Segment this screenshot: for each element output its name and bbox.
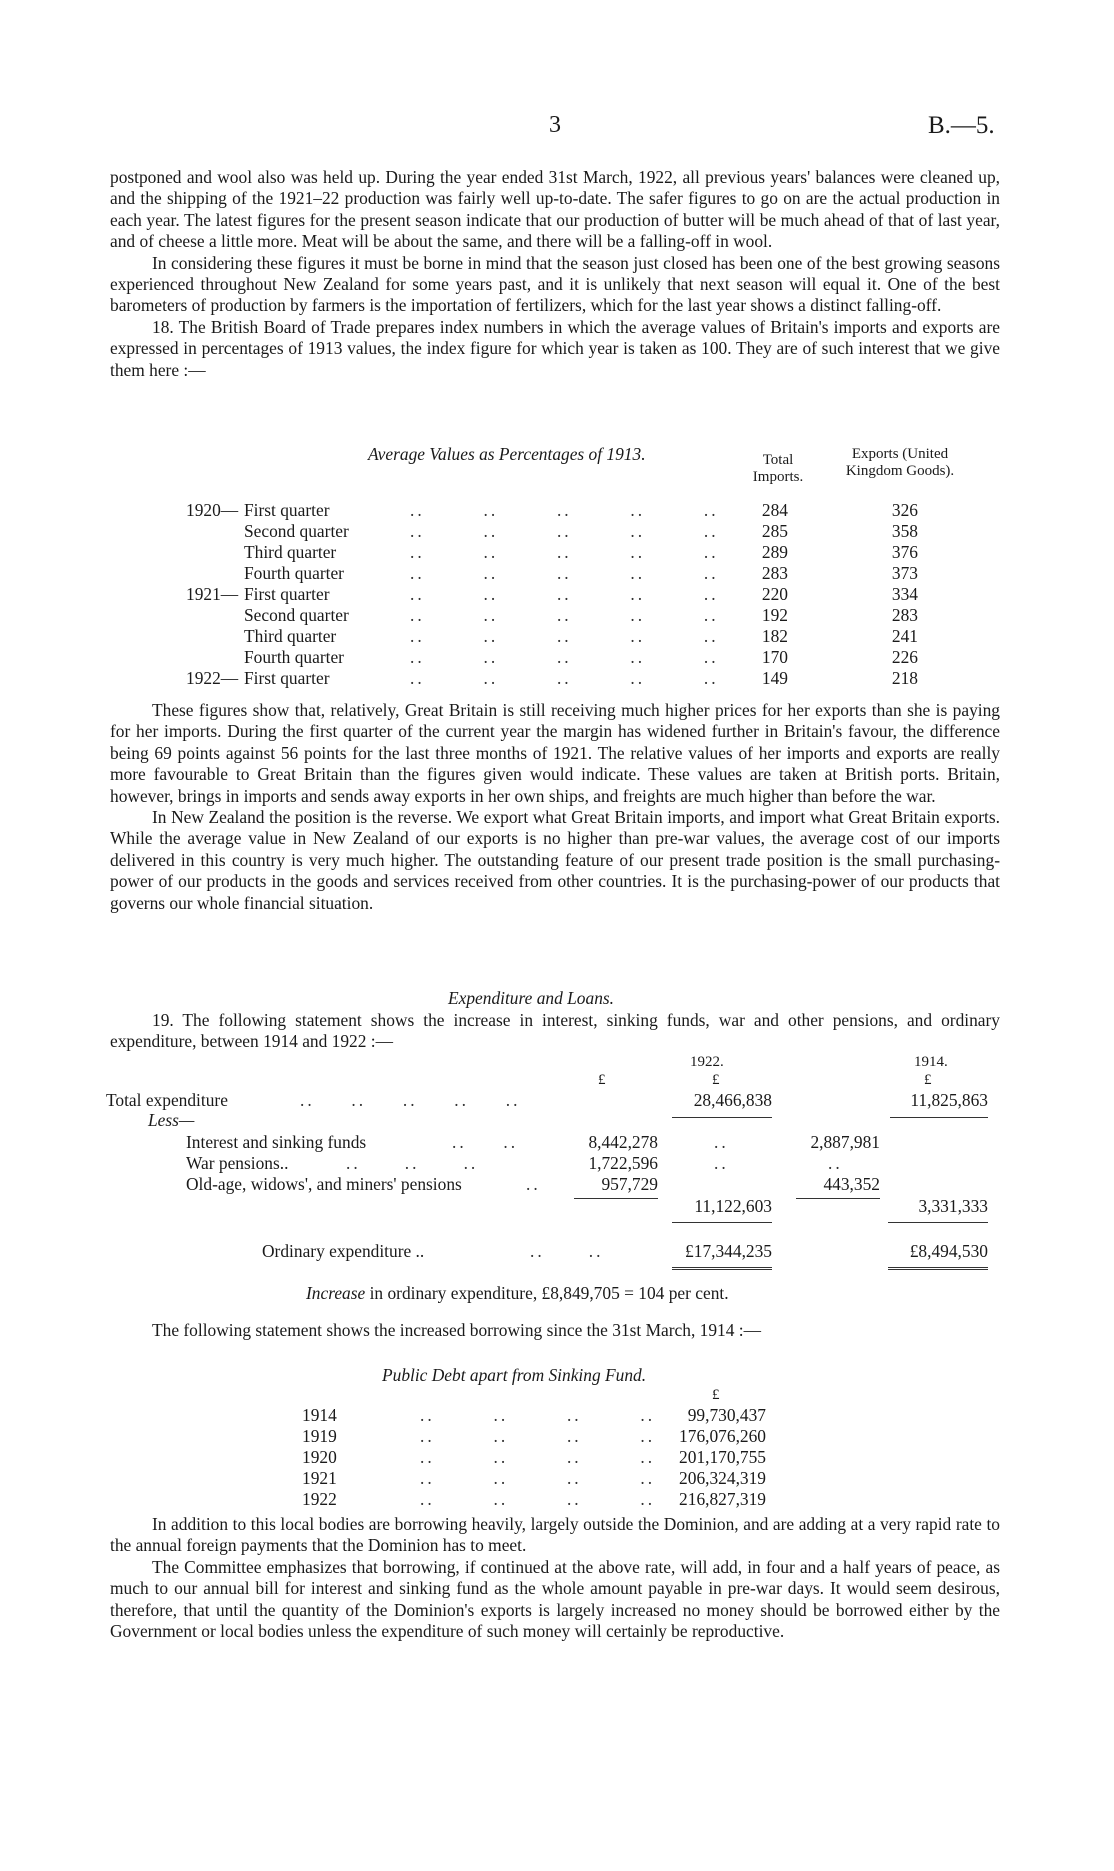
- pound-sign: £: [598, 1072, 606, 1088]
- section-heading: Expenditure and Loans.: [448, 988, 615, 1008]
- debt-row-year: 1919: [302, 1426, 337, 1446]
- index-row-quarter: Fourth quarter: [244, 647, 344, 667]
- leader-dots: .. .. .. .. ..: [410, 584, 719, 604]
- double-rule: [888, 1267, 988, 1270]
- leader-dots: .. .. .. .. ..: [300, 1090, 521, 1110]
- double-rule: [672, 1267, 772, 1270]
- debt-row-value: 176,076,260: [679, 1426, 766, 1446]
- index-table-title: Average Values as Percentages of 1913.: [368, 444, 646, 464]
- index-row-quarter: Third quarter: [244, 542, 337, 562]
- rule: [890, 1117, 988, 1118]
- pound-sign: £: [924, 1072, 932, 1088]
- leader-dots: .. .. .. .. ..: [410, 542, 719, 562]
- index-row-exports: 334: [891, 584, 918, 604]
- text-block-top: [110, 167, 1000, 381]
- index-row-exports: 226: [891, 647, 918, 667]
- leader-dots: .. ..: [530, 1241, 604, 1261]
- leader-dots: .. .. ..: [346, 1153, 479, 1173]
- leader-dots: .. .. .. .. ..: [410, 500, 719, 520]
- leader-dots: .. .. .. .. ..: [410, 647, 719, 667]
- leader-dots: .. .. .. ..: [420, 1489, 656, 1509]
- interest-1914: 2,887,981: [810, 1132, 880, 1152]
- less-total-1914: 3,331,333: [918, 1196, 988, 1216]
- leader-dots: ..: [714, 1132, 729, 1152]
- paragraph-considering: In considering these figures it must be borne in mind that the season just closed has been one of the best growing seasons experienced throughout New Zealand for some years past, and it is unlikely that next season will equal it. One of the best barometers of production by farmers is the importation of fertilizers, which for the last year shows a distinct falling-off.: [110, 252, 1000, 316]
- increase-line: [306, 1283, 729, 1304]
- column-header-imports: Total Imports.: [752, 452, 804, 485]
- pound-sign: £: [712, 1387, 720, 1403]
- index-row-exports: 376: [891, 542, 918, 562]
- leader-dots: .. .. .. ..: [420, 1447, 656, 1467]
- paragraph-borrowing: The following statement shows the increased borrowing since the 31st March, 1914 :—: [152, 1320, 762, 1340]
- debt-row-value: 216,827,319: [679, 1489, 766, 1509]
- index-row-year: 1921—: [186, 584, 239, 604]
- ordinary-1922: £17,344,235: [685, 1241, 772, 1261]
- index-row-imports: 170: [761, 647, 788, 667]
- pound-sign: £: [712, 1072, 720, 1088]
- interest-1922: 8,442,278: [588, 1132, 658, 1152]
- index-row-imports: 149: [761, 668, 788, 688]
- increase-text: in ordinary expenditure, £8,849,705 = 104 per cent.: [369, 1283, 729, 1303]
- paragraph-figures: These figures show that, relatively, Great Britain is still receiving much higher prices for her exports than she is paying for her imports. During the first quarter of the current year the margin has widened further in Britain's favour, the difference being 69 points against 56 points for the last three months of 1921. The relative values of her imports and exports are really more favourable to Great Britain than the figures given would indicate. These values are taken at British ports. Britain, however, brings in imports and sends away exports in her own ships, and freights are much higher than before the war.: [110, 700, 1000, 806]
- debt-row-value: 206,324,319: [679, 1468, 766, 1488]
- index-row-quarter: Fourth quarter: [244, 563, 344, 583]
- paragraph-18: 18. The British Board of Trade prepares index numbers in which the average values of Britain's imports and exports are expressed in percentages of 1913 values, the index figure for which year is taken as 100. They are of such interest that we give them here :—: [110, 316, 1000, 380]
- page-header: [0, 112, 1114, 142]
- interest-label: Interest and sinking funds: [186, 1132, 367, 1152]
- leader-dots: .. ..: [452, 1132, 519, 1152]
- less-label: Less—: [148, 1110, 195, 1130]
- war-pensions-label: War pensions..: [186, 1153, 289, 1173]
- index-row-imports: 182: [761, 626, 788, 646]
- paragraph-continued: postponed and wool also was held up. During the year ended 31st March, 1922, all previous years' balances were cleaned up, and the shipping of the 1921–22 production was fairly well up-to-date. The safer figures to go on are the actual production in each year. The latest figures for the present season indicate that our production of butter will be much ahead of that of last year, and of cheese a little more. Meat will be about the same, and there will be a falling-off in wool.: [110, 167, 1000, 252]
- index-row-year: 1920—: [186, 500, 239, 520]
- index-row-exports: 326: [891, 500, 918, 520]
- document-reference: B.—5.: [928, 112, 995, 139]
- debt-row-year: 1914: [302, 1405, 337, 1425]
- text-block-19: [110, 1010, 1000, 1053]
- index-row-quarter: Second quarter: [244, 605, 349, 625]
- debt-row-value: 201,170,755: [679, 1447, 766, 1467]
- index-row-exports: 283: [891, 605, 918, 625]
- index-row-quarter: Third quarter: [244, 626, 337, 646]
- war-pensions-1922: 1,722,596: [588, 1153, 658, 1173]
- index-row-imports: 192: [761, 605, 788, 625]
- leader-dots: .. .. .. .. ..: [410, 521, 719, 541]
- index-row-imports: 220: [761, 584, 788, 604]
- index-row-imports: 289: [761, 542, 788, 562]
- paragraph-new-zealand: In New Zealand the position is the reverse. We export what Great Britain imports, and import what Great Britain exports. While the average value in New Zealand of our exports is no higher than pre-war values, the average cost of our imports delivered in this country is very much higher. The outstanding feature of our present trade position is the small purchasing-power of our products in the goods and services received from other countries. It is the purchasing-power of our products that governs our whole financial situation.: [110, 807, 1000, 913]
- ordinary-1914: £8,494,530: [909, 1241, 988, 1261]
- text-block-bottom: [110, 1514, 1000, 1642]
- leader-dots: ..: [714, 1153, 729, 1173]
- total-expenditure-label: Total expenditure: [106, 1090, 228, 1110]
- ordinary-expenditure-label: Ordinary expenditure ..: [262, 1241, 425, 1261]
- index-row-imports: 284: [761, 500, 788, 520]
- debt-row-year: 1921: [302, 1468, 337, 1488]
- leader-dots: ..: [526, 1174, 541, 1194]
- leader-dots: .. .. .. ..: [420, 1426, 656, 1446]
- page-number: 3: [549, 112, 561, 138]
- text-block-borrowing: [110, 1320, 1000, 1341]
- leader-dots: .. .. .. .. ..: [410, 563, 719, 583]
- index-row-year: 1922—: [186, 668, 239, 688]
- index-row-exports: 358: [891, 521, 918, 541]
- year-1922-header: 1922.: [690, 1054, 724, 1070]
- paragraph-committee: The Committee emphasizes that borrowing, if continued at the above rate, will add, in four and a half years of peace, as much to our annual bill for interest and sinking fund as the whole amount payable in pre-war days. It would seem desirous, therefore, that until the quantity of the Dominion's exports is largely increased no money should be borrowed either by the Government or local bodies unless the expenditure of such money will certainly be reproductive.: [110, 1556, 1000, 1642]
- index-row-exports: 373: [891, 563, 918, 583]
- total-1914: 11,825,863: [910, 1090, 988, 1110]
- index-row-exports: 241: [891, 626, 918, 646]
- debt-row-year: 1922: [302, 1489, 337, 1509]
- leader-dots: .. .. .. .. ..: [410, 626, 719, 646]
- old-age-pensions-label: Old-age, widows', and miners' pensions: [186, 1174, 462, 1194]
- leader-dots: .. .. .. ..: [420, 1405, 656, 1425]
- old-age-pensions-1914: 443,352: [823, 1174, 880, 1194]
- index-row-exports: 218: [891, 668, 918, 688]
- less-total-1922: 11,122,603: [694, 1196, 772, 1216]
- debt-row-year: 1920: [302, 1447, 337, 1467]
- year-1914-header: 1914.: [914, 1054, 948, 1070]
- rule: [672, 1117, 772, 1118]
- leader-dots: .. .. .. .. ..: [410, 668, 719, 688]
- debt-table-title: Public Debt apart from Sinking Fund.: [382, 1365, 647, 1385]
- leader-dots: .. .. .. .. ..: [410, 605, 719, 625]
- index-row-quarter: First quarter: [244, 584, 330, 604]
- old-age-pensions-1922: 957,729: [601, 1174, 658, 1194]
- paragraph-local-bodies: In addition to this local bodies are borrowing heavily, largely outside the Dominion, and are adding at a very rapid rate to the annual foreign payments that the Dominion has to meet.: [110, 1514, 1000, 1556]
- rule: [888, 1222, 988, 1223]
- increase-word: Increase: [306, 1283, 366, 1303]
- index-row-quarter: Second quarter: [244, 521, 349, 541]
- index-row-quarter: First quarter: [244, 668, 330, 688]
- column-header-exports: Exports (United Kingdom Goods).: [845, 446, 955, 479]
- total-1922: 28,466,838: [693, 1090, 772, 1110]
- leader-dots: .. .. .. ..: [420, 1468, 656, 1488]
- debt-row-value: 99,730,437: [687, 1405, 766, 1425]
- index-row-imports: 283: [761, 563, 788, 583]
- index-row-imports: 285: [761, 521, 788, 541]
- rule: [672, 1222, 772, 1223]
- leader-dots: ..: [828, 1153, 843, 1173]
- paragraph-19: 19. The following statement shows the increase in interest, sinking funds, war and other pensions, and ordinary expenditure, between 1914 and 1922 :—: [110, 1010, 1000, 1052]
- index-row-quarter: First quarter: [244, 500, 330, 520]
- text-block-middle: [110, 700, 1000, 914]
